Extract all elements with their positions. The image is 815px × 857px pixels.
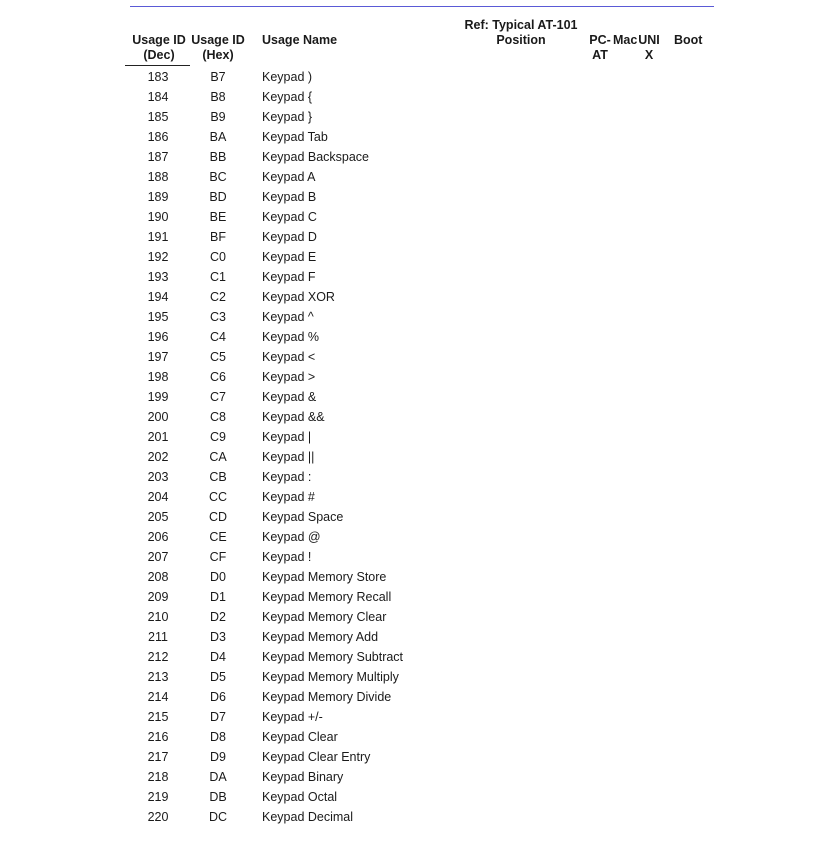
usage-id-dec: 197 [147,350,169,364]
usage-name: Keypad @ [262,530,321,544]
usage-name: Keypad > [262,370,316,384]
usage-id-dec: 201 [147,430,169,444]
table-row [0,167,815,187]
usage-id-dec: 203 [147,470,169,484]
table-row [0,607,815,627]
table-row [0,587,815,607]
usage-name: Keypad < [262,350,316,364]
usage-id-dec: 198 [147,370,169,384]
usage-id-dec: 186 [147,130,169,144]
usage-id-hex: BA [209,130,227,144]
usage-id-hex: DC [208,810,228,824]
usage-name: Keypad Memory Store [262,570,387,584]
table-row [0,547,815,567]
usage-id-hex: B9 [210,110,226,124]
usage-name: Keypad Memory Clear [262,610,387,624]
table-row [0,347,815,367]
usage-name: Keypad : [262,470,312,484]
usage-id-dec: 218 [147,770,169,784]
usage-id-dec: 219 [147,790,169,804]
usage-id-dec: 194 [147,290,169,304]
usage-name: Keypad # [262,490,315,504]
usage-id-hex: CA [209,450,227,464]
table-row [0,327,815,347]
table-row [0,727,815,747]
header-usage-name: Usage Name [262,33,338,47]
usage-id-hex: CC [208,490,228,504]
usage-id-hex: CE [209,530,227,544]
table-row [0,567,815,587]
usage-id-hex: C5 [210,350,226,364]
usage-id-hex: D3 [210,630,226,644]
usage-id-dec: 195 [147,310,169,324]
usage-id-hex: CB [209,470,227,484]
usage-id-hex: D8 [210,730,226,744]
usage-id-dec: 215 [147,710,169,724]
usage-id-dec: 216 [147,730,169,744]
usage-id-dec: 206 [147,530,169,544]
usage-id-hex: BB [209,150,227,164]
table-row [0,287,815,307]
usage-name: Keypad { [262,90,313,104]
usage-name: Keypad +/- [262,710,323,724]
usage-id-dec: 192 [147,250,169,264]
usage-id-hex: BC [209,170,227,184]
usage-id-dec: 213 [147,670,169,684]
usage-name: Keypad Decimal [262,810,354,824]
table-row [0,507,815,527]
table-row [0,747,815,767]
usage-id-hex: BF [210,230,226,244]
table-row [0,87,815,107]
table-row [0,147,815,167]
usage-id-hex: B8 [210,90,226,104]
table-row [0,387,815,407]
usage-id-hex: C0 [210,250,226,264]
usage-id-dec: 204 [147,490,169,504]
header-boot: Boot [674,33,703,47]
usage-name: Keypad Tab [262,130,328,144]
table-row [0,647,815,667]
header-hex-line1: Usage ID [191,33,245,47]
header-usage-id-hex [188,33,248,63]
table-row [0,227,815,247]
table-row [0,787,815,807]
usage-id-hex: D9 [210,750,226,764]
usage-name: Keypad F [262,270,316,284]
usage-name: Keypad Memory Subtract [262,650,404,664]
table-row [0,67,815,87]
header-hex-line2: (Hex) [202,48,234,62]
header-pcat-line1: PC- [589,33,611,47]
usage-name: Keypad Binary [262,770,344,784]
table-row [0,307,815,327]
header-underline [125,65,190,66]
table-row [0,127,815,147]
usage-name: Keypad Backspace [262,150,370,164]
usage-name: Keypad Memory Add [262,630,379,644]
header-ref-line2: Position [496,33,546,47]
header-pcat-line2: AT [592,48,608,62]
header-pc-at [587,33,613,63]
usage-id-dec: 200 [147,410,169,424]
usage-name: Keypad % [262,330,319,344]
usage-name: Keypad Octal [262,790,338,804]
header-dec-line1: Usage ID [132,33,186,47]
header-ref-position [460,18,582,48]
table-row [0,267,815,287]
usage-name: Keypad && [262,410,325,424]
usage-id-hex: D4 [210,650,226,664]
usage-id-hex: C1 [210,270,226,284]
usage-name: Keypad D [262,230,317,244]
usage-id-hex: CD [208,510,228,524]
table-row [0,667,815,687]
usage-name: Keypad Memory Divide [262,690,392,704]
table-row [0,627,815,647]
usage-id-dec: 193 [147,270,169,284]
usage-name: Keypad | [262,430,312,444]
usage-id-dec: 187 [147,150,169,164]
usage-id-hex: D1 [210,590,226,604]
usage-id-dec: 205 [147,510,169,524]
usage-id-hex: C3 [210,310,226,324]
usage-id-dec: 190 [147,210,169,224]
header-dec-line2: (Dec) [143,48,175,62]
header-ref-line1: Ref: Typical AT-101 [464,18,578,32]
usage-name: Keypad C [262,210,317,224]
table-row [0,367,815,387]
usage-id-dec: 189 [147,190,169,204]
usage-id-hex: DA [209,770,227,784]
usage-name: Keypad Clear [262,730,338,744]
usage-id-dec: 183 [147,70,169,84]
header-unix [637,33,661,63]
usage-id-hex: B7 [210,70,226,84]
usage-id-hex: C4 [210,330,226,344]
usage-id-dec: 196 [147,330,169,344]
usage-id-dec: 207 [147,550,169,564]
header-mac: Mac [613,33,638,47]
usage-id-hex: D6 [210,690,226,704]
table-row [0,447,815,467]
usage-name: Keypad & [262,390,317,404]
usage-id-hex: CF [209,550,227,564]
table-row [0,247,815,267]
usage-id-dec: 191 [147,230,169,244]
usage-id-dec: 184 [147,90,169,104]
usage-name: Keypad E [262,250,317,264]
usage-name: Keypad Clear Entry [262,750,371,764]
table-row [0,407,815,427]
table-row [0,807,815,827]
usage-id-dec: 188 [147,170,169,184]
usage-id-hex: C2 [210,290,226,304]
usage-id-hex: D0 [210,570,226,584]
usage-id-hex: D5 [210,670,226,684]
usage-id-hex: BD [209,190,227,204]
usage-id-dec: 217 [147,750,169,764]
usage-id-dec: 202 [147,450,169,464]
header-unix-line1: UNI [638,33,660,47]
usage-name: Keypad Memory Recall [262,590,392,604]
table-row [0,427,815,447]
table-row [0,527,815,547]
usage-name: Keypad || [262,450,315,464]
table-row [0,767,815,787]
usage-id-dec: 208 [147,570,169,584]
usage-id-hex: C6 [210,370,226,384]
usage-name: Keypad Memory Multiply [262,670,399,684]
table-row [0,467,815,487]
table-row [0,487,815,507]
usage-id-dec: 185 [147,110,169,124]
usage-id-hex: C7 [210,390,226,404]
table-row [0,207,815,227]
usage-name: Keypad ! [262,550,312,564]
table-row [0,707,815,727]
usage-id-dec: 211 [148,630,168,644]
usage-id-hex: C9 [210,430,226,444]
usage-id-hex: C8 [210,410,226,424]
usage-name: Keypad } [262,110,313,124]
usage-id-dec: 199 [147,390,169,404]
table-row [0,187,815,207]
usage-id-hex: DB [209,790,227,804]
header-usage-id-dec [128,33,190,63]
usage-name: Keypad ^ [262,310,314,324]
usage-id-hex: D7 [210,710,226,724]
table-row [0,687,815,707]
usage-id-dec: 209 [147,590,169,604]
usage-id-hex: BE [209,210,227,224]
usage-id-dec: 220 [147,810,169,824]
usage-name: Keypad Space [262,510,344,524]
table-row [0,107,815,127]
usage-name: Keypad XOR [262,290,335,304]
usage-id-dec: 210 [147,610,169,624]
usage-id-hex: D2 [210,610,226,624]
header-unix-line2: X [644,48,654,62]
usage-id-dec: 214 [147,690,169,704]
usage-name: Keypad ) [262,70,313,84]
top-rule [130,6,714,7]
usage-name: Keypad A [262,170,316,184]
usage-id-dec: 212 [147,650,169,664]
usage-name: Keypad B [262,190,317,204]
